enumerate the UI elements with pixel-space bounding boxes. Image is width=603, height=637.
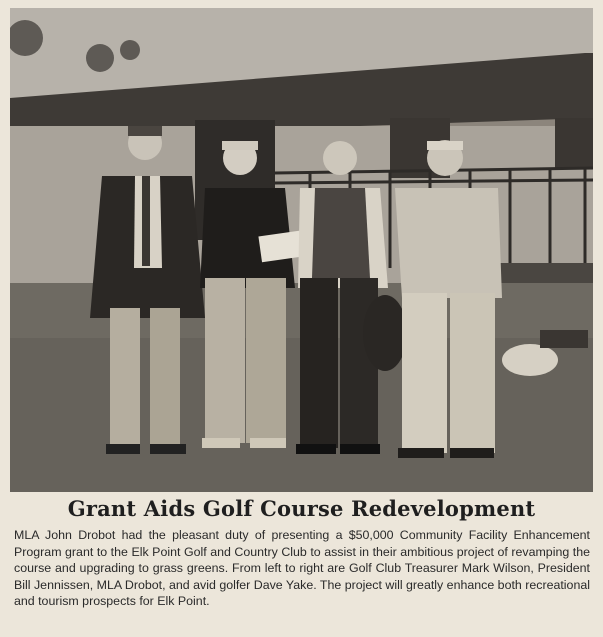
clubhouse-window-right bbox=[555, 118, 593, 168]
photo-illustration bbox=[10, 8, 593, 492]
article-headline: Grant Aids Golf Course Redevelopment bbox=[67, 496, 536, 521]
article-caption: MLA John Drobot had the pleasant duty of presenting a $50,000 Community Facility Enhancement Program grant to the Elk Point Golf and Country Club to assist in their ambitious project of revamping the course and upgrading to grass greens. From left to right are Golf Club Treasurer Mark Wilson, President Bill Jennissen, MLA Drobot, and avid golfer Dave Yake. The project will greatly enhance both recreational and tourism prospects for Elk Point. bbox=[14, 528, 590, 609]
article-photo bbox=[10, 8, 593, 492]
dog bbox=[502, 344, 558, 376]
golf-bag bbox=[363, 295, 407, 371]
